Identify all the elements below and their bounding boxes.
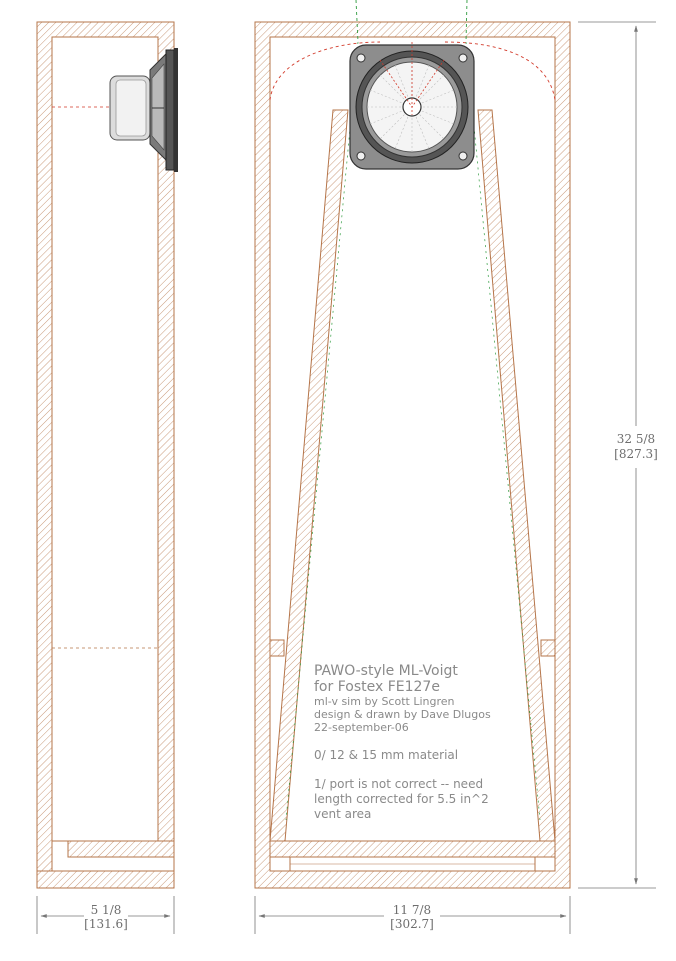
side-cavity: [52, 37, 158, 841]
note-date: 22-september-06: [314, 721, 409, 734]
front-view: [255, 0, 570, 888]
front-bottom-shelf: [270, 841, 555, 857]
note-subtitle: for Fostex FE127e: [314, 679, 440, 695]
note-credit-design: design & drawn by Dave Dlugos: [314, 708, 491, 721]
front-width-dimension: [255, 896, 570, 934]
height-dimension: [578, 22, 658, 888]
front-width-inches: 11 7/8: [392, 903, 432, 917]
side-width-dimension: [37, 896, 174, 934]
note-credit-sim: ml-v sim by Scott Lingren: [314, 695, 455, 708]
height-dim-inches: 32 5/8: [616, 432, 656, 446]
side-view: [37, 22, 178, 888]
note-port-2: length corrected for 5.5 in^2: [314, 792, 489, 806]
front-width-mm: [302.7]: [390, 917, 434, 931]
side-bottom-shelf: [68, 841, 174, 857]
note-title: PAWO-style ML-Voigt: [314, 663, 458, 679]
note-material: 0/ 12 & 15 mm material: [314, 748, 459, 762]
side-width-mm: [131.6]: [84, 917, 128, 931]
note-port-3: vent area: [314, 807, 372, 821]
height-dim-mm: [827.3]: [614, 447, 658, 461]
note-port-1: 1/ port is not correct -- need: [314, 777, 484, 791]
side-width-inches: 5 1/8: [90, 903, 122, 917]
driver-front: [350, 42, 474, 169]
